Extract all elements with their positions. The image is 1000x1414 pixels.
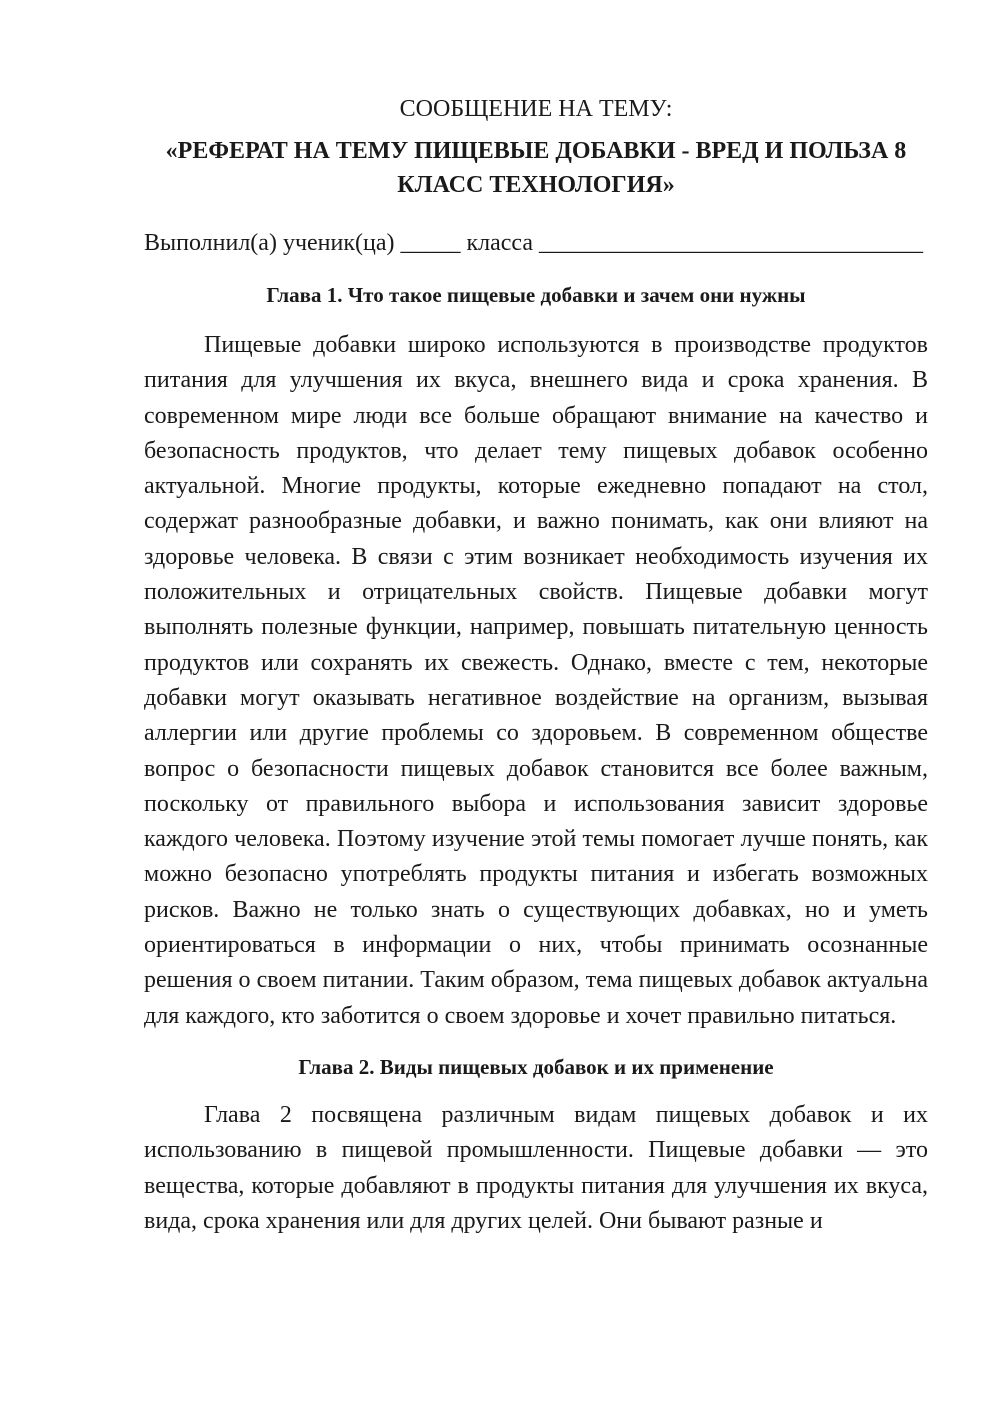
document-title: [144, 134, 928, 202]
chapter-1-heading: Глава 1. Что такое пищевые добавки и зачем они нужны: [266, 283, 806, 307]
chapter-2-paragraph: Глава 2 посвящена различным видам пищевых добавок и их использованию в пищевой промышленности. Пищевые добавки — это вещества, которые добавляют в продукты питания для улучшения их вкуса, вида, срока хранения или для других целей. Они бывают разные и: [144, 1101, 928, 1234]
document-header: СООБЩЕНИЕ НА ТЕМУ:: [399, 96, 673, 122]
chapter-1-paragraph: Пищевые добавки широко используются в производстве продуктов питания для улучшения их вкуса, внешнего вида и срока хранения. В современном мире люди все больше обращают внимание на качество и безопасность продуктов, что делает тему пищевых добавок особенно актуальной. Многие продукты, которые ежедневно попадают на стол, содержат разнообразные добавки, и важно понимать, как они влияют на здоровье человека. В связи с этим возникает необходимость изучения их положительных и отрицательных свойств. Пищевые добавки могут выполнять полезные функции, например, повышать питательную ценность продуктов или сохранять их свежесть. Однако, вместе с тем, некоторые добавки могут оказывать негативное воздействие на организм, вызывая аллергии или другие проблемы со здоровьем. В современном обществе вопрос о безопасности пищевых добавок становится все более важным, поскольку от правильного выбора и использования зависит здоровье каждого человека. Поэтому изучение этой темы помогает лучше понять, как можно безопасно употреблять продукты питания и избегать возможных рисков. Важно не только знать о существующих добавках, но и уметь ориентироваться в информации о них, чтобы принимать осознанные решения о своем питании. Таким образом, тема пищевых добавок актуальна для каждого, кто заботится о своем здоровье и хочет правильно питаться.: [144, 332, 928, 1029]
document-title-line-2: КЛАСС ТЕХНОЛОГИЯ»: [397, 172, 675, 198]
author-line: Выполнил(а) ученик(ца) _____ класса ________________________________: [144, 230, 924, 256]
document-content: [144, 92, 928, 1239]
document-title-line-1: «РЕФЕРАТ НА ТЕМУ ПИЩЕВЫЕ ДОБАВКИ - ВРЕД И ПОЛЬЗА 8: [165, 138, 907, 164]
chapter-2-heading: Глава 2. Виды пищевых добавок и их применение: [298, 1054, 774, 1079]
